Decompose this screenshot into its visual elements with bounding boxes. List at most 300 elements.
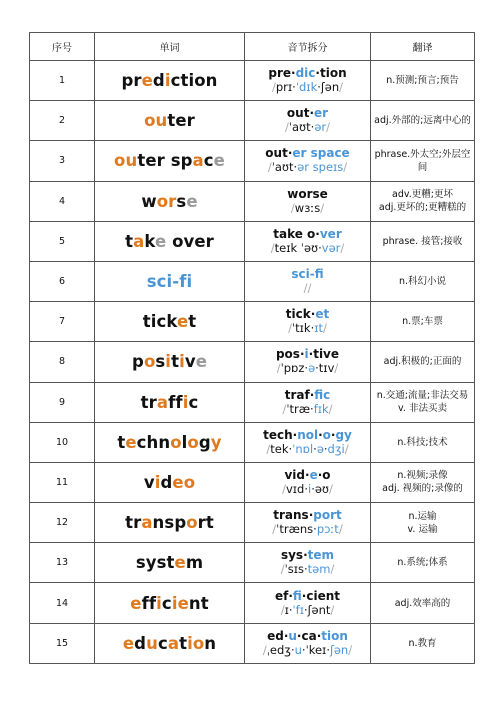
syllable-segment: et [315,307,330,322]
table-row [30,503,475,543]
word-cell [95,623,245,663]
syllable-segment: · [291,66,296,81]
translation-cell [371,181,475,221]
phonetic-segment: · [310,401,314,416]
word-segment: t [117,432,126,452]
translation-line: v. 运输 [407,523,438,535]
word-cell [95,382,245,422]
syllable-cell [245,422,371,462]
word-segment: ff [141,593,157,613]
translation-cell [371,422,475,462]
syllable-segment: out [265,146,288,161]
phonetic-segment: · [290,642,295,657]
row-number: 11 [30,462,95,502]
syllable-split [245,268,370,281]
syllable-cell [245,623,371,663]
slash-glyph: / [288,321,292,336]
slash-glyph: / [330,602,335,617]
word-segment: i [182,392,189,412]
word-segment: pr [121,71,142,91]
syllable-segment: · [315,226,320,241]
word-segment: tr [140,392,157,412]
word-cell [95,101,245,141]
phonetic-segment: ə [308,361,316,376]
word-cell [95,462,245,502]
table-row [30,462,475,502]
row-number: 2 [30,101,95,141]
word-cell [95,61,245,101]
syllable-segment: · [309,387,315,402]
vocab-word [95,151,244,170]
phonetic-segment: ʃən [320,80,340,95]
syllable-segment: · [308,347,314,362]
phonetic-transcription [245,160,370,174]
vocab-word [95,393,244,412]
syllable-segment: · [292,427,298,442]
row-number: 4 [30,181,95,221]
phonetic-segment: · [292,80,296,95]
word-segment: e [141,71,153,91]
translation-line: adj. 视频的;录像的 [382,483,463,495]
word-segment: e [195,352,207,372]
slash-glyph: / [266,441,271,456]
syllable-split [245,389,370,402]
phonetic-segment: fɪk [313,401,329,416]
translation-cell [371,302,475,342]
phonetic-segment: əʊ [314,481,330,496]
slash-glyph: / [271,80,276,95]
phonetic-segment: vər [321,240,341,255]
translation-cell [371,61,475,101]
syllable-segment: sci-fi [291,267,324,282]
row-number: 14 [30,583,95,623]
word-segment: t [171,352,180,372]
table-body [30,61,475,664]
phonetic-segment: · [310,321,315,336]
phonetic-segment: · [323,441,328,456]
phonetic-segment: ɪt [314,321,324,336]
translation-line: adj.积极的;正面的 [383,356,462,368]
phonetic-segment: · [317,80,321,95]
slash-glyph: / [320,200,325,215]
syllable-cell [245,181,371,221]
word-segment: d [160,472,173,492]
translation-line: n.科技;技术 [397,436,448,448]
syllable-split [245,509,370,522]
word-segment: u [146,633,158,653]
syllable-split [245,429,370,442]
phonetic-segment: ˈkeɪ [305,642,327,657]
row-number: 8 [30,342,95,382]
syllable-split [245,228,370,241]
syllable-segment: · [296,628,302,643]
word-segment: ff [168,392,183,412]
slash-glyph: / [280,562,285,577]
syllable-segment: · [316,628,322,643]
word-segment: eo [172,472,196,492]
slash-glyph: / [290,200,295,215]
syllable-split [245,630,370,643]
slash-glyph: / [282,481,286,496]
word-segment: tr [125,513,142,533]
slash-glyph: / [343,160,348,175]
vocab-word [95,433,244,452]
slash-glyph: / [328,401,333,416]
table-row [30,221,475,261]
table-row [30,261,475,301]
word-segment: d [152,71,165,91]
phonetic-transcription [245,361,370,375]
slash-glyph: / [323,321,327,336]
word-segment: ie [171,593,189,613]
phonetic-segment: wɜːs [294,200,321,215]
word-segment: ou [144,111,168,131]
syllable-segment: · [301,588,307,603]
syllable-cell [245,543,371,583]
phonetic-segment: · [293,160,298,175]
syllable-segment: · [318,427,323,442]
word-segment: d [134,633,147,653]
word-segment: ter [167,111,195,131]
phonetic-segment: ˈfɪ [292,602,304,617]
translation-cell [371,503,475,543]
word-segment: nsp [152,513,187,533]
word-segment: n [204,633,217,653]
phonetic-transcription [245,402,370,416]
word-cell [95,503,245,543]
word-segment: c [157,633,168,653]
phonetic-segment: · [313,522,317,537]
translation-line: phrase. 接管;接收 [382,235,463,247]
word-segment: a [141,513,153,533]
translation-line: n.交通;流量;非法交易 [376,390,469,402]
word-segment: o [186,513,198,533]
syllable-segment: tem [307,548,335,563]
word-segment: a [167,633,180,653]
table-row [30,302,475,342]
word-segment: o [170,432,182,452]
phonetic-transcription [245,522,370,536]
row-number: 5 [30,221,95,261]
syllable-cell [245,382,371,422]
table-row [30,342,475,382]
phonetic-segment: dʒi [327,441,345,456]
translation-line: n.视频;录像 [397,470,448,482]
syllable-segment: · [288,588,293,603]
syllable-segment: fic [314,387,331,402]
word-cell [95,141,245,181]
word-segment: chn [136,432,171,452]
syllable-cell [245,583,371,623]
syllable-segment: · [315,66,320,81]
phonetic-transcription [245,120,370,134]
word-segment: k [144,231,155,251]
translation-cell [371,462,475,502]
vocab-word [95,232,244,251]
word-segment: e [213,151,225,171]
word-segment: e [176,312,189,332]
phonetic-segment: u [294,642,302,657]
phonetic-transcription [245,281,370,295]
phonetic-segment: tɪv [318,361,335,376]
phonetic-segment: ˈnɒl [292,441,314,456]
phonetic-segment: ʃənt [307,602,331,617]
slash-glyph: / [307,281,312,296]
slash-glyph: / [282,401,287,416]
table-row [30,382,475,422]
word-segment: o [187,432,199,452]
translation-cell [371,261,475,301]
vocab-word [95,312,244,331]
word-segment: s [176,191,187,211]
word-segment: rt [197,513,214,533]
row-number: 1 [30,61,95,101]
word-segment: i [156,593,162,613]
phonetic-segment: ˈaʊt [288,120,311,135]
phonetic-segment: · [288,602,293,617]
word-segment: c [161,593,172,613]
vocab-word [95,553,244,572]
syllable-segment: nol [297,427,319,442]
syllable-cell [245,61,371,101]
word-segment: i [179,352,185,372]
syllable-segment: pos [275,347,300,362]
header-syllables: 音节拆分 [245,33,371,61]
phonetic-segment: ɪ [284,602,289,617]
syllable-cell [245,462,371,502]
syllable-split [245,469,370,482]
syllable-segment: out [286,106,310,121]
translation-cell [371,583,475,623]
vocab-word [95,111,244,130]
word-cell [95,342,245,382]
phonetic-segment: ˈsɪs [284,562,304,577]
phonetic-segment: · [303,562,308,577]
word-segment: v [184,352,196,372]
syllable-cell [245,141,371,181]
slash-glyph: / [329,481,333,496]
syllable-cell [245,342,371,382]
phonetic-segment: ər [314,120,327,135]
word-segment: p [132,352,144,372]
table-row [30,583,475,623]
translation-line: adj.更坏的;更糟糕的 [378,202,467,214]
syllable-segment: tick [285,307,311,322]
vocab-word [95,473,244,492]
word-segment: over [166,231,214,251]
word-cell [95,261,245,301]
row-number: 15 [30,623,95,663]
slash-glyph: / [339,80,343,95]
translation-line: n.票;车票 [402,316,443,328]
syllable-split [245,308,370,321]
word-segment: y [210,432,222,452]
word-segment: io [187,633,205,653]
word-segment: a [156,392,169,412]
row-number: 3 [30,141,95,181]
syllable-segment: er space [292,146,350,161]
phonetic-segment: ər speɪs [297,160,344,175]
translation-cell [371,101,475,141]
translation-line: n.教育 [408,637,437,649]
word-segment: c [188,392,199,412]
word-segment: i [164,71,171,91]
slash-glyph: / [267,160,272,175]
word-segment: ction [170,71,218,91]
word-segment: a [133,231,145,251]
syllable-segment: tion [321,628,348,643]
translation-cell [371,342,475,382]
syllable-segment: worse [287,186,328,201]
word-segment: i [165,352,172,372]
syllable-cell [245,101,371,141]
row-number: 6 [30,261,95,301]
translation-cell [371,141,475,181]
slash-glyph: / [348,642,353,657]
slash-glyph: / [280,602,285,617]
syllable-segment: · [310,307,316,322]
slash-glyph: / [270,240,275,255]
translation-line: phrase.外太空;外层空间 [374,148,471,173]
slash-glyph: / [330,562,335,577]
translation-line: n.运输 [408,510,437,522]
syllable-segment: port [313,508,342,523]
syllable-segment: traf [284,387,310,402]
word-segment: a [192,151,204,171]
syllable-cell [245,261,371,301]
syllable-segment: · [283,628,289,643]
phonetic-segment: · [304,481,308,496]
word-segment: m [185,553,204,573]
syllable-segment: ca [301,628,317,643]
row-number: 9 [30,382,95,422]
vocab-word [95,192,244,211]
phonetic-segment: teɪk ˈəʊ [274,240,319,255]
phonetic-transcription [245,562,370,576]
translation-line: adv.更糟;更坏 [392,189,453,201]
phonetic-segment: i [308,481,312,496]
table-row [30,623,475,663]
word-segment: e [122,633,135,653]
header-translation: 翻译 [371,33,475,61]
table-row [30,422,475,462]
word-segment: or [156,191,177,211]
syllable-cell [245,221,371,261]
slash-glyph: / [262,642,267,657]
row-number: 10 [30,422,95,462]
syllable-split [245,107,370,120]
phonetic-transcription [245,321,370,335]
syllable-segment: cient [306,588,341,603]
word-segment: e [174,553,186,573]
word-segment: g [198,432,211,452]
word-cell [95,181,245,221]
table-row [30,101,475,141]
syllable-segment: ef [274,588,289,603]
syllable-segment: · [330,427,336,442]
word-segment: t [179,633,188,653]
syllable-cell [245,503,371,543]
word-segment: v [143,472,155,492]
word-segment: e [186,191,198,211]
phonetic-transcription [245,241,370,255]
syllable-segment: ed [267,628,284,643]
word-segment: l [181,432,188,452]
word-segment: t [188,312,197,332]
slash-glyph: / [326,120,331,135]
phonetic-segment: · [313,441,317,456]
word-segment: tick [142,312,177,332]
phonetic-transcription [245,643,370,657]
phonetic-transcription [245,442,370,456]
syllable-segment: sys [280,548,304,563]
row-number: 12 [30,503,95,543]
syllable-split [245,348,370,361]
syllable-segment: tech [263,427,293,442]
slash-glyph: / [344,441,349,456]
syllable-cell [245,302,371,342]
translation-line: v. 非法买卖 [398,403,447,415]
slash-glyph: / [338,522,343,537]
translation-line: n.预测;预言;预告 [386,75,459,87]
word-segment: t [125,231,134,251]
slash-glyph: / [340,240,345,255]
word-cell [95,221,245,261]
word-segment: s [155,352,166,372]
translation-cell [371,623,475,663]
table-row [30,181,475,221]
syllable-segment: e [309,467,318,482]
word-cell [95,583,245,623]
header-word: 单词 [95,33,245,61]
syllable-split [245,147,370,160]
syllable-segment: er [314,106,329,121]
phonetic-segment: ˌedʒ [266,642,291,657]
word-segment: ou [114,151,138,171]
word-cell [95,302,245,342]
translation-line: n.系统;体系 [397,557,448,569]
syllable-segment: o [322,427,331,442]
word-cell [95,543,245,583]
syllable-segment: tive [313,347,340,362]
vocab-word [95,272,244,291]
row-number: 13 [30,543,95,583]
word-segment: syst [135,553,175,573]
syllable-segment: · [309,106,315,121]
slash-glyph: / [334,361,339,376]
phonetic-transcription [245,201,370,215]
table-row [30,543,475,583]
vocab-word [95,634,244,653]
phonetic-segment: ʃən [329,642,349,657]
phonetic-transcription [245,603,370,617]
phonetic-segment: ˈtræns [276,522,314,537]
syllable-segment: · [303,548,308,563]
phonetic-transcription [245,482,370,496]
syllable-segment: dic [295,66,316,81]
phonetic-segment: · [315,361,319,376]
syllable-split [245,188,370,201]
syllable-segment: take o [273,226,316,241]
vocab-word [95,513,244,532]
syllable-segment: vid [284,467,305,482]
header-row [30,33,475,61]
syllable-split [245,590,370,603]
phonetic-segment: · [310,120,315,135]
phonetic-segment: · [304,602,308,617]
phonetic-segment: ˈtɪk [291,321,311,336]
phonetic-segment: · [318,240,322,255]
